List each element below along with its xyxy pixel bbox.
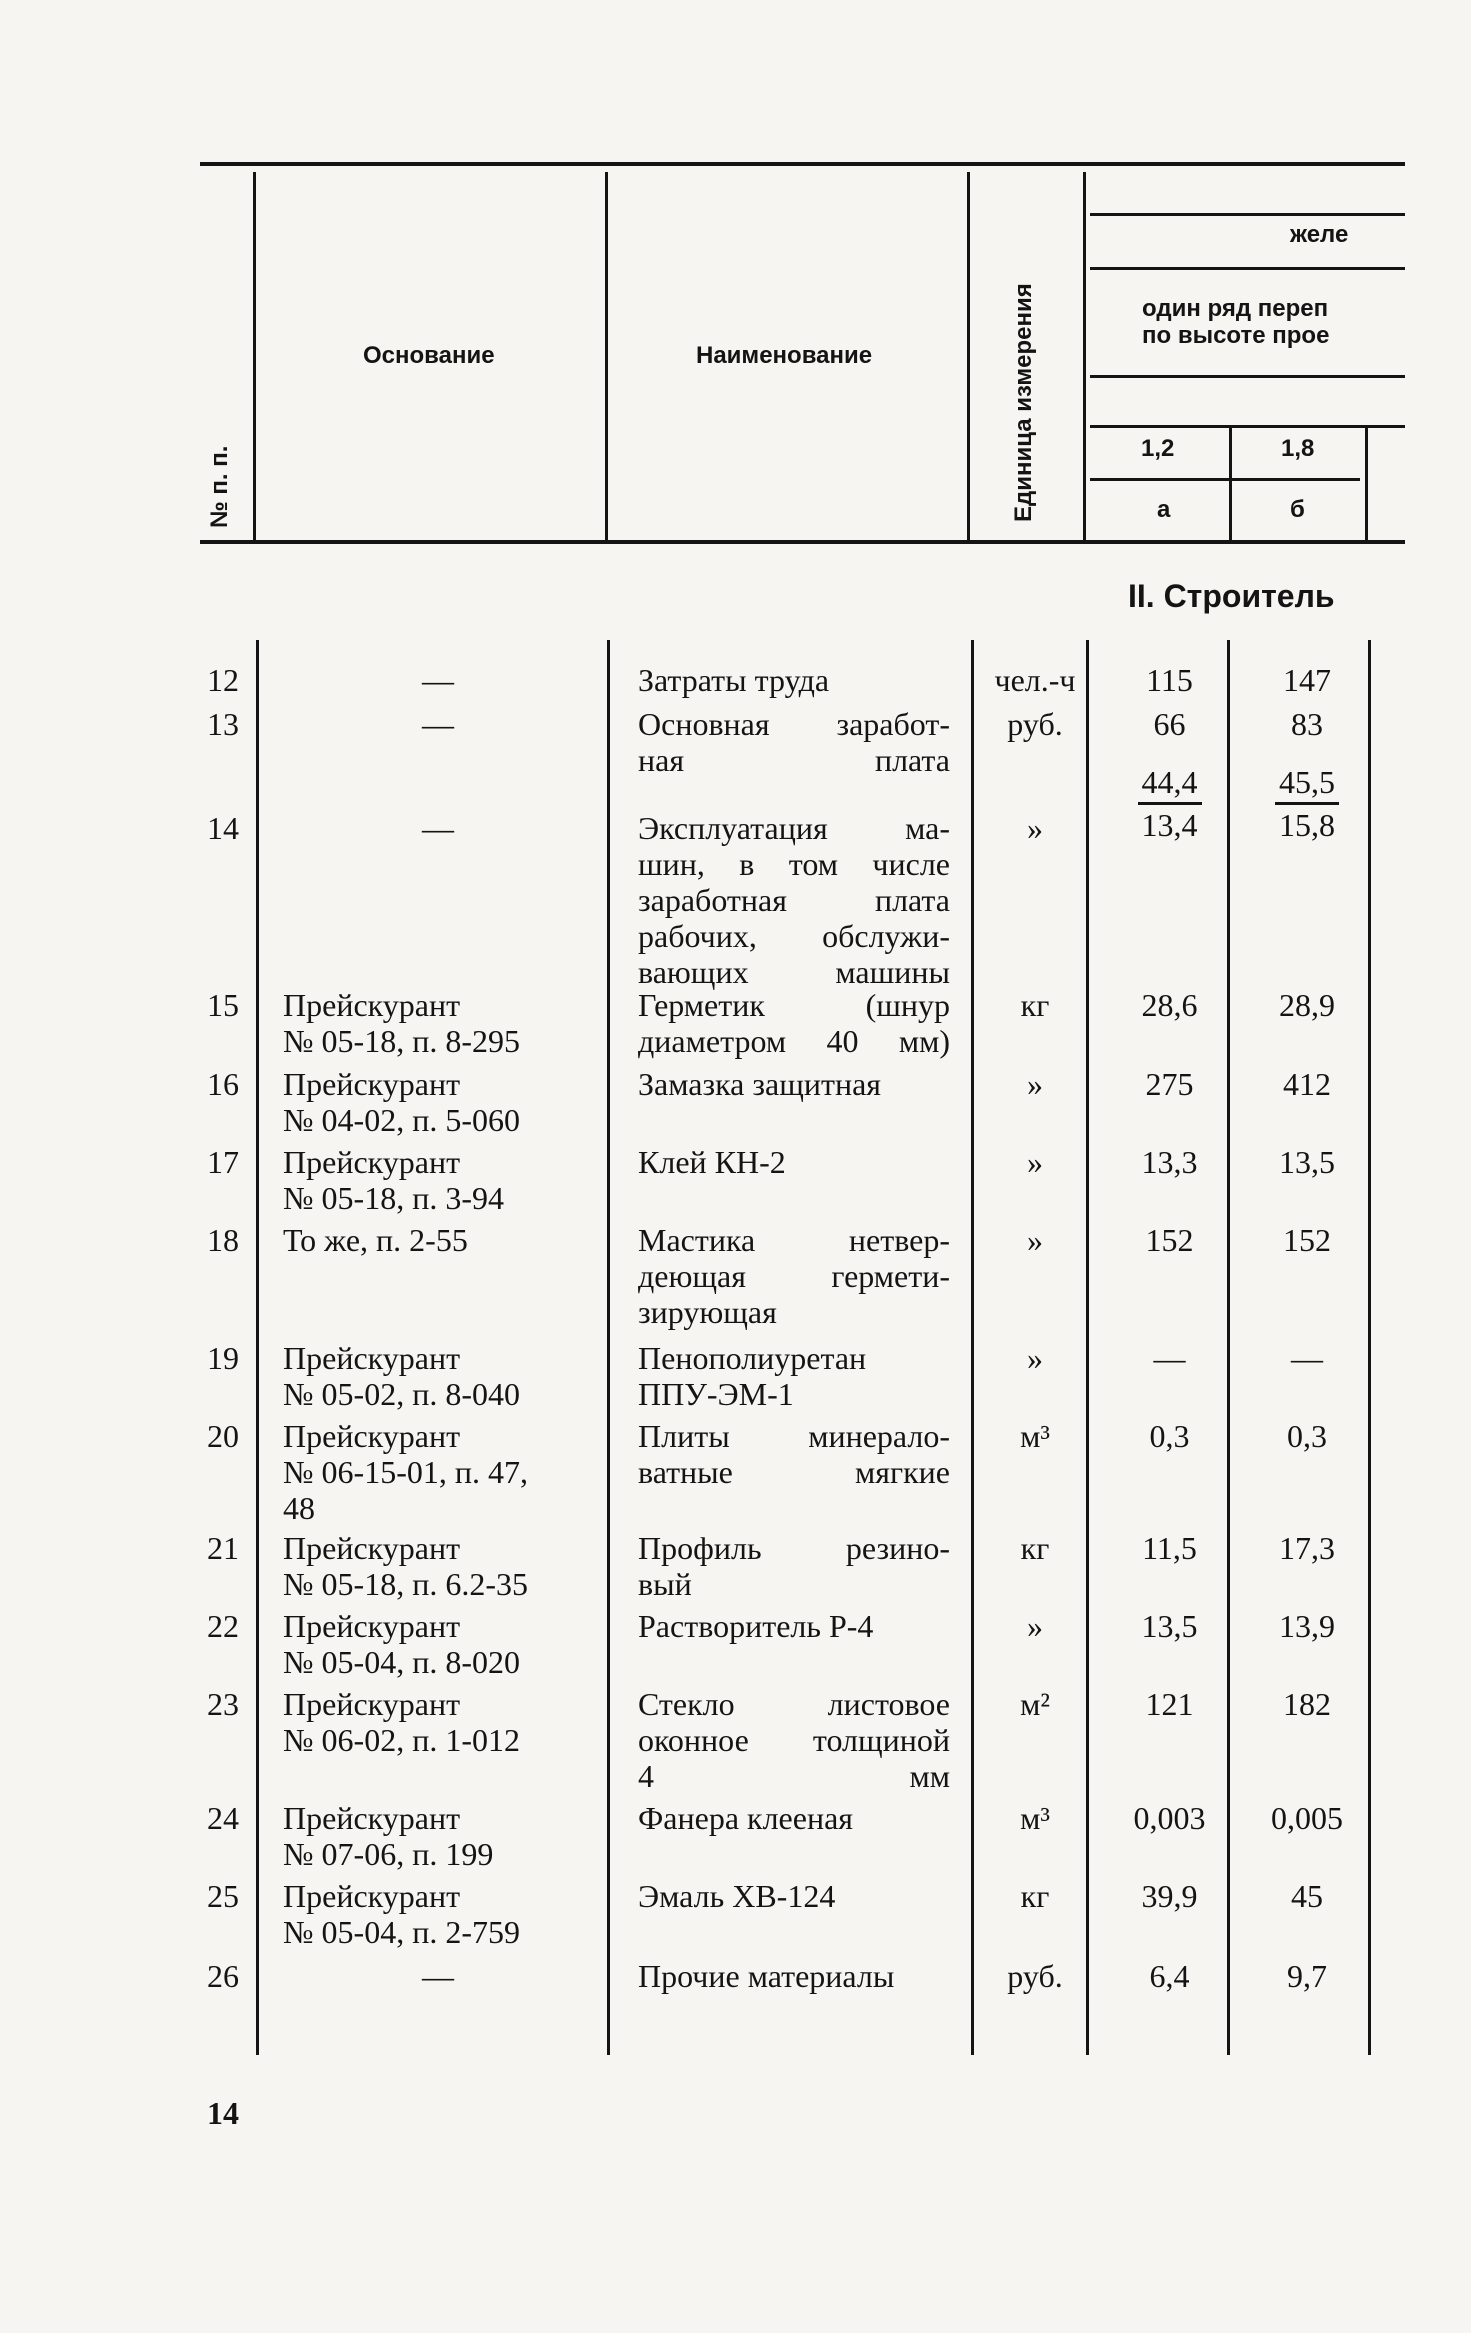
row-number: 25 — [207, 1878, 239, 1914]
row-unit: руб. — [1007, 706, 1063, 742]
row-value-b: 13,9 — [1279, 1608, 1335, 1644]
row-value-b: — — [1291, 1340, 1323, 1376]
row-value-a: 39,9 — [1141, 1878, 1198, 1914]
row-basis: Прейскурант № 05-18, п. 6.2-35 — [283, 1530, 528, 1602]
row-value-a: 13,3 — [1141, 1144, 1198, 1180]
body-col-divider-5 — [1227, 640, 1230, 2055]
row-value-b: 13,5 — [1279, 1144, 1335, 1180]
row-basis: Прейскурант № 06-02, п. 1-012 — [283, 1686, 520, 1758]
row-basis: Прейскурант № 05-18, п. 8-295 — [283, 987, 520, 1059]
row-value-a: 0,3 — [1149, 1418, 1190, 1454]
row-basis: — — [422, 662, 454, 698]
row-unit: руб. — [1007, 1958, 1063, 1994]
row-value-a: 0,003 — [1133, 1800, 1206, 1836]
row-value-a-bottom: 13,4 — [1141, 807, 1198, 843]
row-value-a-top: 44,4 — [1138, 764, 1202, 805]
row-unit: м³ — [1020, 1418, 1050, 1454]
body-col-divider-1 — [256, 640, 259, 2055]
row-name: Эксплуатация ма- шин, в том числе заработная плата рабочих, обслужи- вающих машины — [638, 810, 950, 990]
row-value-b: 45 — [1291, 1878, 1323, 1914]
row-value-a: 115 — [1146, 662, 1193, 698]
section-title: II. Строитель — [1128, 578, 1335, 614]
row-value-b-fraction — [1248, 764, 1366, 843]
header-col-divider-5 — [1229, 428, 1232, 540]
header-rule-subgroup-bottom — [1090, 375, 1405, 378]
body-col-divider-6 — [1368, 640, 1371, 2055]
header-top-rule — [200, 162, 1405, 166]
row-value-a: 11,5 — [1142, 1530, 1197, 1566]
row-basis: Прейскурант № 05-02, п. 8-040 — [283, 1340, 520, 1412]
row-basis: То же, п. 2-55 — [283, 1222, 468, 1258]
row-unit: » — [1027, 1608, 1043, 1644]
row-number: 19 — [207, 1340, 239, 1376]
row-number: 22 — [207, 1608, 239, 1644]
row-basis: Прейскурант № 05-18, п. 3-94 — [283, 1144, 504, 1216]
row-value-b: 9,7 — [1287, 1958, 1327, 1994]
row-unit: м³ — [1020, 1800, 1050, 1836]
row-value-b: 83 — [1291, 706, 1323, 742]
row-name: Фанера клееная — [638, 1800, 853, 1836]
header-group-title: желе — [1290, 221, 1349, 248]
row-unit: » — [1027, 1066, 1043, 1102]
row-number: 17 — [207, 1144, 239, 1180]
row-value-a: 121 — [1145, 1686, 1194, 1722]
row-basis: Прейскурант № 05-04, п. 2-759 — [283, 1878, 520, 1950]
row-basis: — — [422, 810, 454, 846]
row-number: 24 — [207, 1800, 239, 1836]
header-rule-subgroup-top — [1090, 267, 1405, 270]
row-value-a: 6,4 — [1149, 1958, 1190, 1994]
header-subgroup-line2: по высоте прое — [1142, 322, 1330, 349]
row-value-b: 17,3 — [1279, 1530, 1335, 1566]
row-value-b: 412 — [1283, 1066, 1331, 1102]
row-name: Профиль резино- вый — [638, 1530, 950, 1602]
row-unit: кг — [1020, 1878, 1050, 1914]
row-unit: » — [1027, 810, 1043, 846]
page-number: 14 — [207, 2095, 239, 2131]
row-number: 18 — [207, 1222, 239, 1258]
row-number: 26 — [207, 1958, 239, 1994]
header-letter-b: б — [1290, 496, 1305, 523]
row-name: Основная заработ- ная плата — [638, 706, 950, 778]
row-number: 15 — [207, 987, 239, 1023]
row-basis: Прейскурант № 07-06, п. 199 — [283, 1800, 494, 1872]
row-basis: Прейскурант № 04-02, п. 5-060 — [283, 1066, 520, 1138]
row-value-b: 28,9 — [1279, 987, 1335, 1023]
row-unit: чел.-ч — [994, 662, 1076, 698]
header-col-divider-2 — [605, 172, 608, 540]
row-basis: — — [422, 1958, 454, 1994]
header-letter-a: а — [1157, 496, 1171, 523]
row-unit: кг — [1020, 987, 1050, 1023]
row-basis: — — [422, 706, 454, 742]
header-col-divider-1 — [253, 172, 256, 540]
row-value-a: 275 — [1145, 1066, 1194, 1102]
header-height-b: 1,8 — [1281, 435, 1315, 462]
row-number: 23 — [207, 1686, 239, 1722]
row-name: Затраты труда — [638, 662, 830, 698]
row-number: 20 — [207, 1418, 239, 1454]
row-name: Стекло листовое оконное толщиной 4 мм — [638, 1686, 950, 1794]
row-name: Клей КН-2 — [638, 1144, 786, 1180]
row-unit: » — [1027, 1340, 1043, 1376]
row-name: Плиты минерало- ватные мягкие — [638, 1418, 950, 1490]
header-col-divider-3 — [967, 172, 970, 540]
row-value-b: 152 — [1283, 1222, 1331, 1258]
row-value-b-bottom: 15,8 — [1279, 807, 1335, 843]
row-number: 13 — [207, 706, 239, 742]
header-bottom-rule — [200, 540, 1405, 544]
row-name: Замазка защитная — [638, 1066, 882, 1102]
row-value-a: 28,6 — [1141, 987, 1198, 1023]
row-value-b-top: 45,5 — [1275, 764, 1339, 805]
row-value-a: 66 — [1153, 706, 1186, 742]
header-col-divider-6 — [1365, 428, 1368, 540]
row-unit: » — [1027, 1222, 1043, 1258]
row-value-b: 0,005 — [1271, 1800, 1343, 1836]
row-number: 14 — [207, 810, 239, 846]
header-col-num: № п. п. — [206, 445, 233, 528]
header-rule-heights — [1090, 425, 1405, 428]
header-rule-group — [1090, 213, 1405, 216]
header-rule-letters — [1090, 478, 1360, 481]
row-value-b: 182 — [1283, 1686, 1331, 1722]
row-number: 16 — [207, 1066, 239, 1102]
row-name: Пенополиуретан ППУ-ЭМ-1 — [638, 1340, 867, 1412]
row-unit: кг — [1020, 1530, 1050, 1566]
row-unit: м² — [1020, 1686, 1050, 1722]
row-value-a: 13,5 — [1141, 1608, 1198, 1644]
row-value-a: 152 — [1145, 1222, 1194, 1258]
header-col-unit: Единица измерения — [1010, 283, 1037, 522]
header-subgroup-line1: один ряд переп — [1142, 295, 1329, 322]
row-value-b: 147 — [1283, 662, 1331, 698]
row-basis: Прейскурант № 05-04, п. 8-020 — [283, 1608, 520, 1680]
header-col-name: Наименование — [696, 342, 873, 369]
header-col-basis: Основание — [363, 342, 495, 369]
row-number: 12 — [207, 662, 239, 698]
row-unit: » — [1027, 1144, 1043, 1180]
row-name: Растворитель Р-4 — [638, 1608, 874, 1644]
row-number: 21 — [207, 1530, 239, 1566]
row-name: Герметик (шнур диаметром 40 мм) — [638, 987, 950, 1059]
row-name: Эмаль ХВ-124 — [638, 1878, 836, 1914]
row-value-a: — — [1153, 1340, 1186, 1376]
header-height-a: 1,2 — [1141, 435, 1175, 462]
row-value-b: 0,3 — [1287, 1418, 1327, 1454]
row-name: Прочие материалы — [638, 1958, 895, 1994]
header-col-divider-4 — [1083, 172, 1086, 540]
row-basis: Прейскурант № 06-15-01, п. 47, 48 — [283, 1418, 528, 1526]
body-col-divider-3 — [971, 640, 974, 2055]
row-value-a-fraction — [1112, 764, 1227, 843]
row-name: Мастика нетвер- деющая гермети- зирующая — [638, 1222, 950, 1330]
